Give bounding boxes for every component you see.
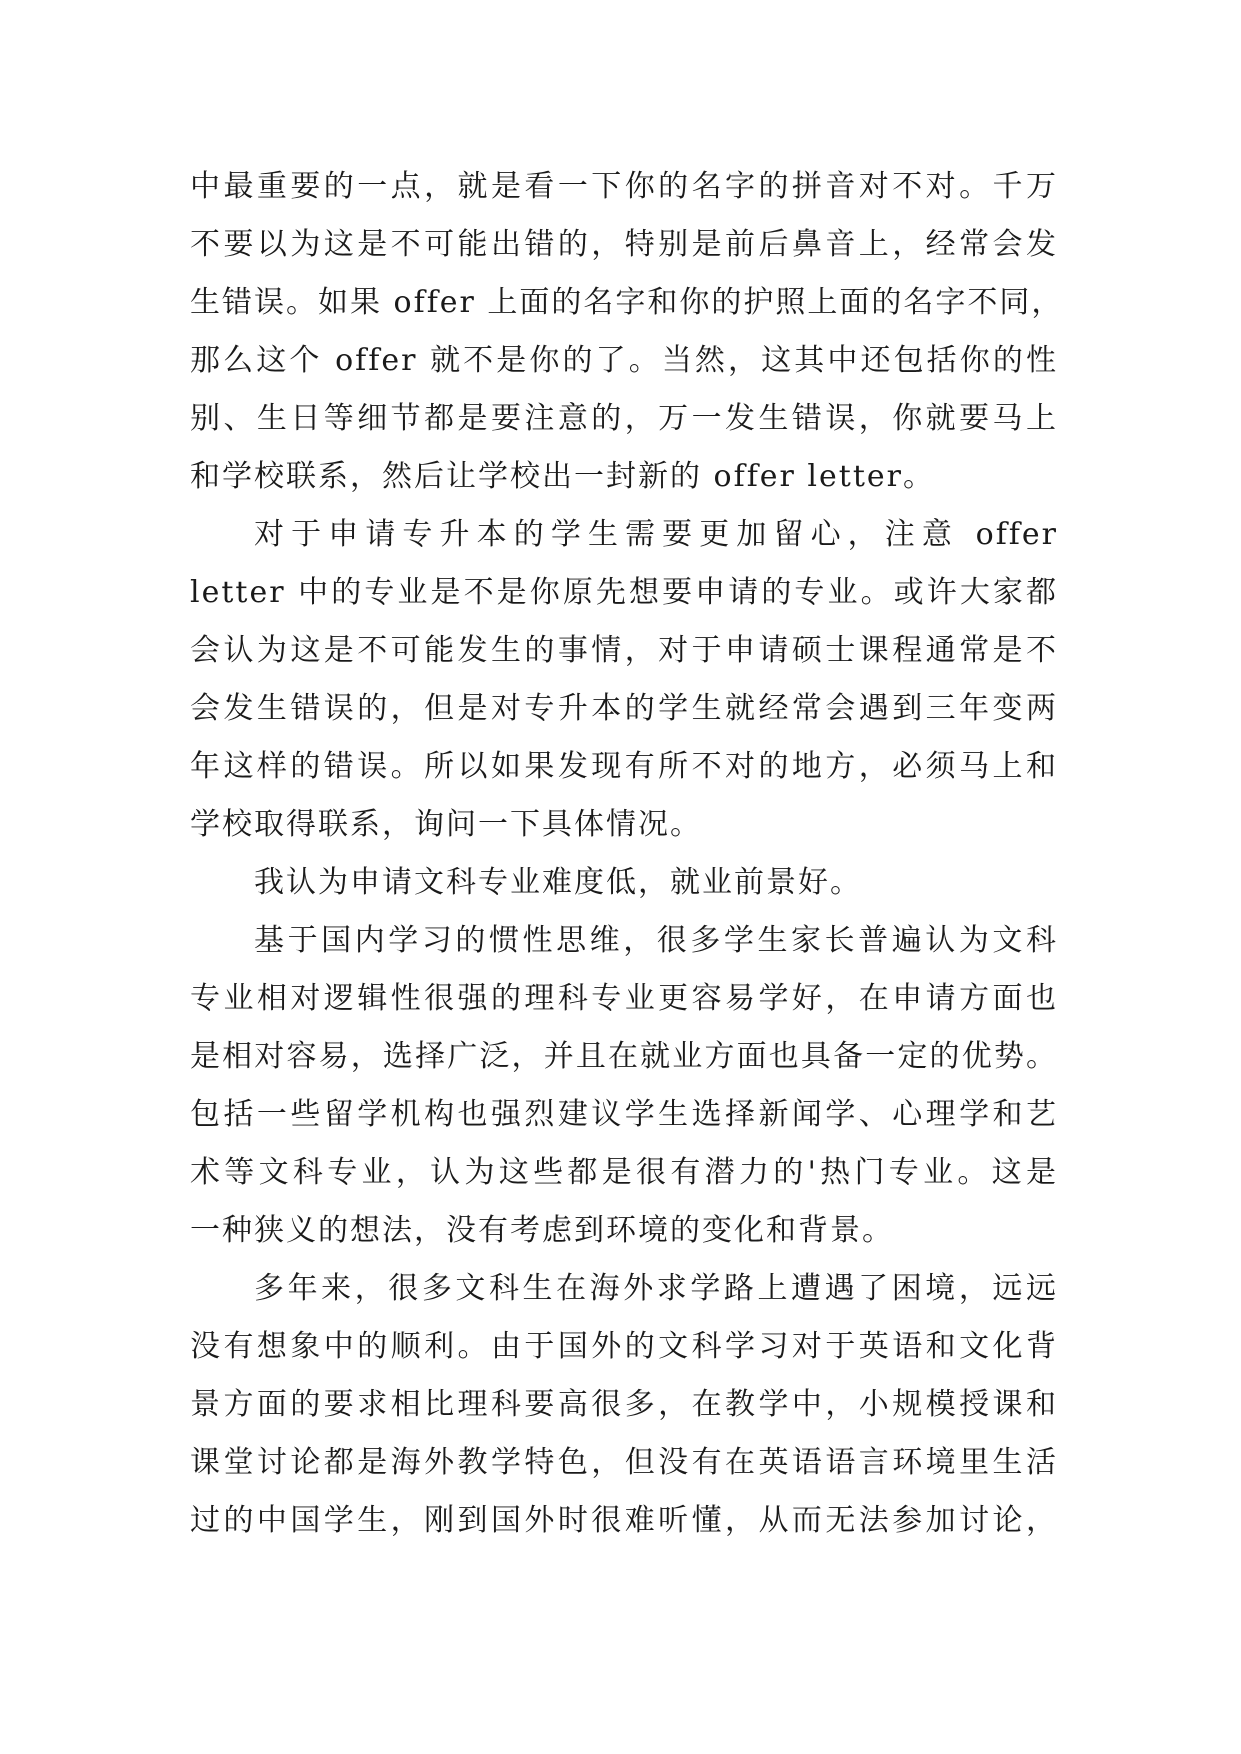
text-line: 那么这个 offer 就不是你的了。当然，这其中还包括你的性	[190, 343, 1058, 378]
text-line: 别、生日等细节都是要注意的，万一发生错误，你就要马上	[190, 401, 1058, 436]
text-line: 没有想象中的顺利。由于国外的文科学习对于英语和文化背	[190, 1329, 1058, 1364]
text-line: 过的中国学生，刚到国外时很难听懂，从而无法参加讨论，	[190, 1503, 1058, 1538]
text-line: letter 中的专业是不是你原先想要申请的专业。或许大家都	[190, 575, 1058, 610]
text-line: 基于国内学习的惯性思维，很多学生家长普遍认为文科	[254, 923, 1058, 958]
text-line: 是相对容易，选择广泛，并且在就业方面也具备一定的优势。	[190, 1039, 1058, 1074]
text-line: 多年来，很多文科生在海外求学路上遭遇了困境，远远	[254, 1271, 1058, 1306]
text-line: 会认为这是不可能发生的事情，对于申请硕士课程通常是不	[190, 633, 1058, 668]
text-line: 我认为申请文科专业难度低，就业前景好。	[254, 865, 862, 900]
text-line: 学校取得联系，询问一下具体情况。	[190, 807, 702, 842]
text-line: 年这样的错误。所以如果发现有所不对的地方，必须马上和	[190, 749, 1058, 784]
text-line: 术等文科专业，认为这些都是很有潜力的'热门专业。这是	[190, 1155, 1058, 1190]
text-line: 生错误。如果 offer 上面的名字和你的护照上面的名字不同，	[190, 285, 1064, 320]
text-line: 专业相对逻辑性很强的理科专业更容易学好，在申请方面也	[190, 981, 1058, 1016]
text-line: 一种狭义的想法，没有考虑到环境的变化和背景。	[190, 1213, 894, 1248]
text-line: 会发生错误的，但是对专升本的学生就经常会遇到三年变两	[190, 691, 1058, 726]
text-line: 景方面的要求相比理科要高很多，在教学中，小规模授课和	[190, 1387, 1058, 1422]
body-text	[190, 158, 1064, 1550]
text-line: 不要以为这是不可能出错的，特别是前后鼻音上，经常会发	[190, 227, 1058, 262]
text-line: 中最重要的一点，就是看一下你的名字的拼音对不对。千万	[190, 169, 1058, 204]
text-line: 对于申请专升本的学生需要更加留心，注意 offer	[254, 517, 1058, 552]
text-line: 包括一些留学机构也强烈建议学生选择新闻学、心理学和艺	[190, 1097, 1058, 1132]
text-line: 课堂讨论都是海外教学特色，但没有在英语语言环境里生活	[190, 1445, 1058, 1480]
text-line: 和学校联系，然后让学校出一封新的 offer letter。	[190, 459, 935, 494]
